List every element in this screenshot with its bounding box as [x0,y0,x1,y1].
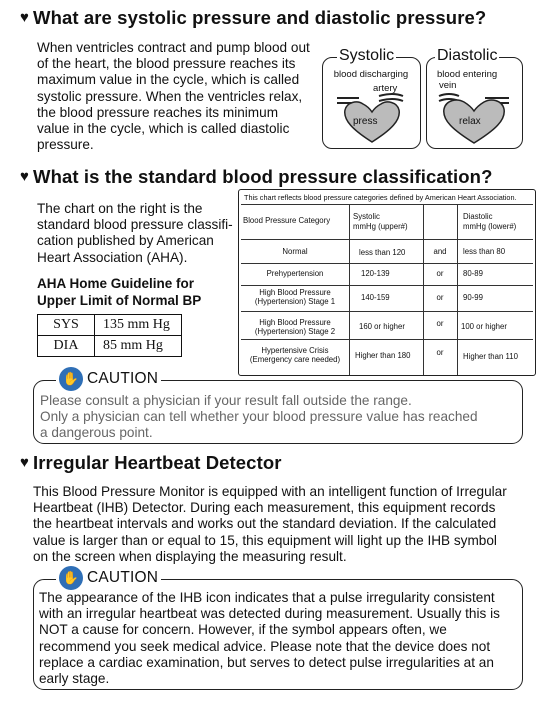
guideline-value: 85 mm Hg [95,336,182,357]
guideline-value: 135 mm Hg [95,315,182,336]
table-cell-diastolic: 90-99 [463,293,483,302]
caution-box-range [33,370,523,444]
classification-paragraph: The chart on the right is the standard blood pressure classifi- cation published by American Heart Association (AHA). [37,201,233,265]
table-header-diastolic: Diastolic [463,212,493,221]
caution-header [56,367,161,391]
section-heading-classification: ♥ What is the standard blood pressure classification? [20,166,493,187]
heart-bullet-icon: ♥ [20,9,30,26]
section-heading-ihb: ♥ Irregular Heartbeat Detector [20,452,282,473]
diastolic-caption: blood entering [437,69,498,80]
table-cell-category: Hypertensive Crisis [261,346,329,355]
table-cell-conj: or [436,319,444,328]
caution-hand-icon: ✋ [59,367,83,391]
table-header-systolic: Systolic [353,212,380,221]
systolic-illustration [322,47,421,149]
table-row [38,336,182,357]
ihb-paragraph: This Blood Pressure Monitor is equipped with an intelligent function of Irregular Heartbeat (IHB) Detector. During each measurement, this equipment records the heartbeat intervals and works out the standard deviation. If the calculated value is larger than or equal to 15, this equipment will light up the IHB symbol on the screen when displaying the measuring result. [33,484,507,564]
guideline-title: AHA Home Guideline for Upper Limit of Normal BP [37,276,202,308]
caution-header [56,566,161,590]
heart-press-label: press [353,116,378,127]
section-heading-systolic-diastolic: ♥ What are systolic pressure and diastolic pressure? [20,7,487,28]
table-cell-category-sub: (Emergency care needed) [249,355,341,364]
table-cell-category-sub: (Hypertension) Stage 2 [254,327,336,336]
table-cell-systolic: Higher than 180 [355,351,411,360]
heart-relax-label: relax [459,116,481,127]
heart-bullet-icon: ♥ [20,168,30,185]
table-cell-conj: or [436,269,444,278]
table-cell-category: High Blood Pressure [259,288,331,297]
table-row [38,315,182,336]
caution-text: The appearance of the IHB icon indicates that a pulse irregularity consistent with an irregular heartbeat was detected during measurement. Usually this is NOT a cause for concern. However, if the symbol appears often, we recommend you seek medical advice. Please note that the device does not replace a cardiac examination, but serves to detect pulse irregularities at an early stage. [39,590,500,687]
table-header-diastolic-unit: mmHg (lower#) [463,222,517,231]
diastolic-illustration [426,47,523,149]
caution-box-ihb [33,569,523,690]
guideline-table [37,314,182,357]
table-cell-category: Prehypertension [266,269,324,278]
table-cell-diastolic: 80-89 [463,269,483,278]
caution-text: Please consult a physician if your result fall outside the range. Only a physician can tell whether your blood pressure value has reached a dangerous point. [40,393,478,441]
table-cell-diastolic: less than 80 [463,247,506,256]
heart-bullet-icon: ♥ [20,454,30,471]
table-cell-conj: and [433,247,447,256]
bp-classification-table [238,189,536,376]
systolic-artery-label: artery [373,83,398,94]
table-cell-category: High Blood Pressure [259,318,331,327]
diastolic-title: Diastolic [437,47,498,64]
table-cell-systolic: 140-159 [361,293,390,302]
caution-title: CAUTION [87,370,159,387]
systolic-diastolic-paragraph: When ventricles contract and pump blood out of the heart, the blood pressure reaches its maximum value in the cycle, which is called systolic pressure. When the ventricles relax, the blood pressure reaches its minimum value in the cycle, which is called diastolic pressure. [37,40,310,153]
table-cell-conj: or [436,348,444,357]
table-header-category: Blood Pressure Category [243,216,331,225]
table-cell-diastolic: Higher than 110 [463,352,518,361]
systolic-caption: blood discharging [333,69,409,80]
table-cell-category: Normal [282,247,308,256]
table-header-systolic-unit: mmHg (upper#) [353,222,408,231]
table-cell-systolic: 160 or higher [359,322,405,331]
table-cell-diastolic: 100 or higher [461,322,507,331]
caution-title: CAUTION [87,569,159,586]
table-note: This chart reflects blood pressure categories defined by American Heart Association. [244,193,517,202]
systolic-title: Systolic [339,47,395,64]
guideline-label: SYS [38,315,95,336]
guideline-label: DIA [38,336,95,357]
table-cell-systolic: 120-139 [361,269,390,278]
table-cell-systolic: less than 120 [359,248,406,257]
table-cell-category-sub: (Hypertension) Stage 1 [254,297,336,306]
diastolic-vein-label: vein [439,80,457,91]
table-cell-conj: or [436,293,444,302]
caution-hand-icon: ✋ [59,566,83,590]
